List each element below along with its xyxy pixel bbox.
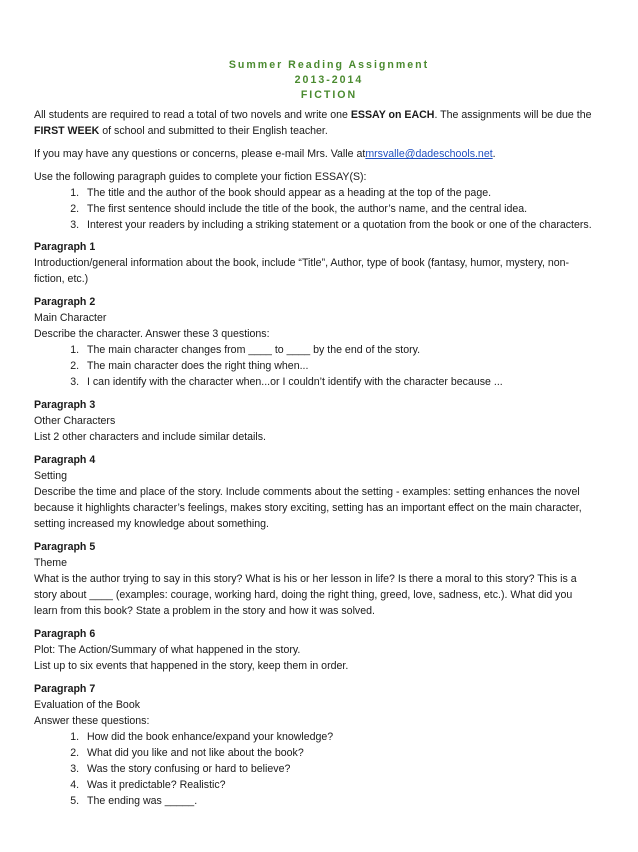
paragraph-section	[34, 239, 594, 287]
paragraph-section	[34, 626, 594, 674]
paragraph-heading: Paragraph 6	[34, 628, 96, 640]
intro-bold-essay: ESSAY on EACH	[350, 109, 435, 121]
paragraph-line: List up to six events that happened in the story, keep them in order.	[34, 660, 349, 672]
paragraph-section	[34, 397, 594, 445]
intro-text: If you may have any questions or concerns, please e-mail Mrs. Valle at	[34, 148, 366, 160]
question-item: 1. The main character changes from ____ to ____ by the end of the story.	[82, 342, 594, 358]
title-line-1: Summer Reading Assignment	[228, 59, 430, 71]
paragraph-line: Introduction/general information about the book, include “Title”, Author, type of book (fantasy, humor, mystery, non-fiction, etc.)	[34, 257, 570, 285]
intro-bold-first-week: FIRST WEEK	[34, 125, 100, 137]
paragraph-heading: Paragraph 5	[34, 541, 96, 553]
intro-text: .	[492, 148, 496, 160]
guide-item: 1. The title and the author of the book should appear as a heading at the top of the page.	[82, 185, 594, 201]
intro-paragraph-1	[34, 107, 594, 139]
title-line-3: FICTION	[300, 89, 358, 101]
intro-text: All students are required to read a total of two novels and write one	[34, 109, 351, 121]
paragraph-line: List 2 other characters and include similar details.	[34, 431, 266, 443]
question-item: 2. The main character does the right thing when...	[82, 358, 594, 374]
intro-text: . The assignments will be due the	[434, 109, 592, 121]
intro-paragraph-3: Use the following paragraph guides to complete your fiction ESSAY(S):	[34, 171, 367, 183]
paragraph-section	[34, 452, 594, 532]
paragraph-heading: Paragraph 7	[34, 683, 96, 695]
intro-paragraph-2	[34, 146, 594, 162]
paragraph-section	[34, 294, 594, 390]
paragraph-line: Main Character	[34, 312, 107, 324]
paragraph-line: Describe the time and place of the story. Include comments about the setting - examples: setting enhances the novel because it highlights character’s feelings, makes story exciting, setting has an important effect on the main character, setting increased my knowledge about something.	[34, 486, 582, 530]
guide-list	[34, 185, 594, 233]
question-item: 2. What did you like and not like about the book?	[82, 745, 594, 761]
guide-item: 3. Interest your readers by including a striking statement or a quotation from the book or one of the characters.	[82, 217, 594, 233]
email-link[interactable]: mrsvalle@dadeschools.net	[365, 148, 493, 160]
question-item: 4. Was it predictable? Realistic?	[82, 777, 594, 793]
paragraph-line: Answer these questions:	[34, 715, 150, 727]
guide-item: 2. The first sentence should include the title of the book, the author’s name, and the central idea.	[82, 201, 594, 217]
paragraph-line: Other Characters	[34, 415, 116, 427]
question-list	[34, 729, 594, 809]
question-item: 3. Was the story confusing or hard to believe?	[82, 761, 594, 777]
question-item: 1. How did the book enhance/expand your knowledge?	[82, 729, 594, 745]
paragraph-line: Theme	[34, 557, 67, 569]
paragraph-guides	[34, 239, 594, 809]
paragraph-heading: Paragraph 2	[34, 296, 96, 308]
question-list	[34, 342, 594, 390]
paragraph-heading: Paragraph 3	[34, 399, 96, 411]
paragraph-line: Plot: The Action/Summary of what happened in the story.	[34, 644, 301, 656]
paragraph-heading: Paragraph 1	[34, 241, 96, 253]
question-item: 3. I can identify with the character when...or I couldn’t identify with the character because ...	[82, 374, 594, 390]
paragraph-line: What is the author trying to say in this story? What is his or her lesson in life? Is there a moral to this story? This is a story about ____ (examples: courage, working hard, doing the right thing, greed, love, sadness, etc.). What did you learn from this book? State a problem in the story and how it was solved.	[34, 573, 577, 617]
paragraph-section	[34, 539, 594, 619]
question-item: 5. The ending was _____.	[82, 793, 594, 809]
paragraph-line: Setting	[34, 470, 67, 482]
paragraph-line: Evaluation of the Book	[34, 699, 141, 711]
paragraph-heading: Paragraph 4	[34, 454, 96, 466]
paragraph-line: Describe the character. Answer these 3 questions:	[34, 328, 270, 340]
document-title	[64, 58, 594, 103]
title-line-2: 2013-2014	[294, 74, 364, 86]
intro-text: of school and submitted to their English teacher.	[99, 125, 328, 137]
paragraph-section	[34, 681, 594, 809]
